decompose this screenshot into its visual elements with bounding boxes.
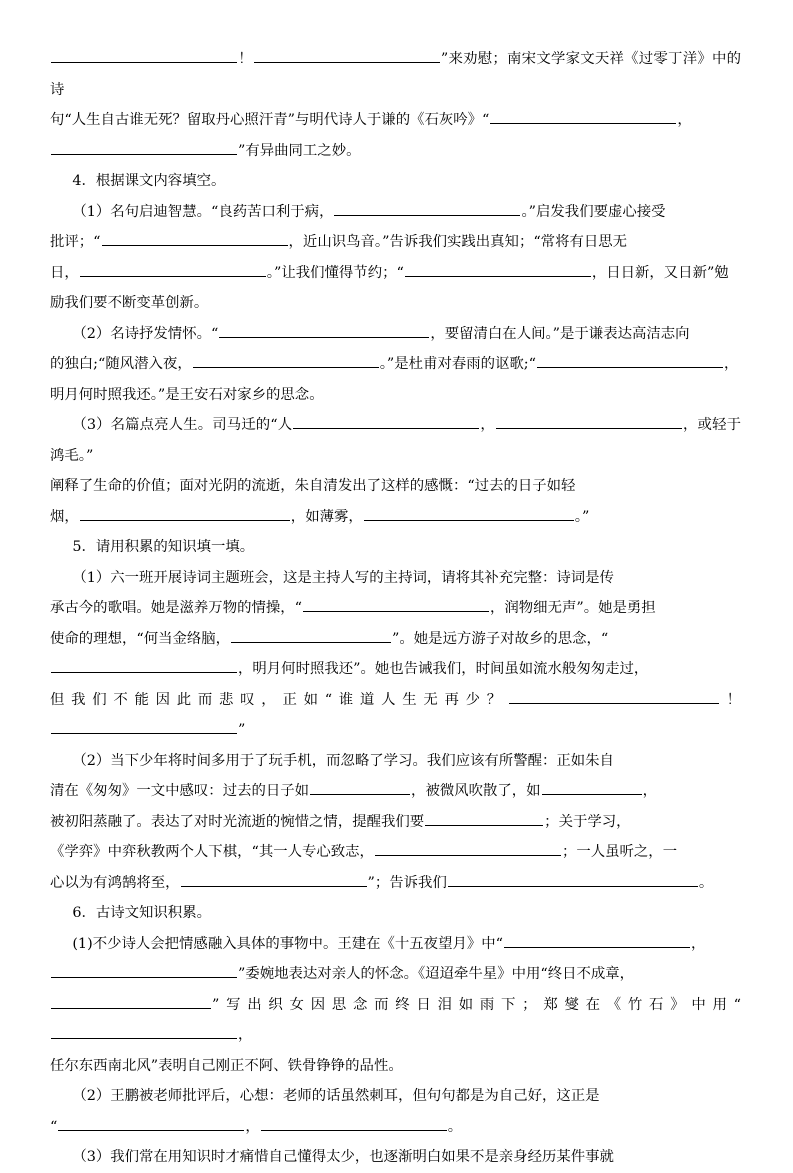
fill-in-blank[interactable]	[51, 1023, 237, 1039]
fill-in-blank[interactable]	[496, 413, 682, 429]
text-run: (1)不少诗人会把情感融入具体的事物中。王建在《十五夜望月》中“	[72, 935, 503, 952]
document-line	[50, 166, 741, 197]
text-run: ！	[719, 691, 741, 708]
text-run: ，	[691, 935, 706, 952]
text-run: （1）名句启迪智慧。“良药苦口利于病，	[72, 203, 334, 220]
text-run: 。”是杜甫对春雨的讴歌;“	[379, 356, 537, 372]
fill-in-blank[interactable]	[219, 321, 429, 337]
text-run: 的独白;“随风潜入夜，	[50, 356, 192, 372]
fill-in-blank[interactable]	[254, 47, 440, 63]
document-line	[50, 349, 741, 380]
text-run: 6．古诗文知识积累。	[72, 905, 211, 921]
document-line	[50, 868, 741, 899]
fill-in-blank[interactable]	[51, 992, 211, 1008]
text-run: （1）六一班开展诗词主题班会，这是主持人写的主持词，请将其补充完整：诗词是传	[72, 569, 614, 586]
fill-in-blank[interactable]	[490, 108, 676, 124]
text-run: 日，	[50, 264, 79, 281]
document-line	[50, 929, 741, 960]
text-run: ，	[642, 783, 657, 799]
text-run: ，近山识鸟音。”告诉我们实践出真知；“常将有日思无	[288, 234, 628, 250]
document-line	[50, 258, 741, 289]
text-run: 明月何时照我还。”是王安石对家乡的思念。	[50, 386, 324, 403]
text-run: 句“人生自古谁无死？留取丹心照汗青”与明代诗人于谦的《石灰吟》“	[50, 112, 490, 128]
document-line	[50, 105, 741, 136]
fill-in-blank[interactable]	[181, 870, 367, 886]
text-run: 。	[447, 1118, 463, 1135]
text-run: ！	[238, 51, 253, 67]
document-line	[50, 532, 741, 563]
fill-in-blank[interactable]	[293, 413, 479, 429]
document-line	[50, 898, 741, 929]
fill-in-blank[interactable]	[51, 138, 237, 154]
fill-in-blank[interactable]	[303, 596, 489, 612]
text-run: ，明月何时照我还”。她也告诫我们，时间虽如流水般匆匆走过，	[238, 661, 649, 677]
fill-in-blank[interactable]	[509, 687, 719, 703]
text-run: 4．根据课文内容填空。	[72, 173, 226, 189]
text-run: 。”启发我们要虚心接受	[521, 203, 666, 220]
fill-in-blank[interactable]	[51, 657, 237, 673]
text-run: 心以为有鸿鹄将至，	[50, 874, 180, 891]
text-run: 清在《匆匆》一文中感叹：过去的日子如	[50, 783, 310, 799]
document-line	[50, 837, 741, 868]
document-line	[50, 654, 741, 685]
text-run: ，日日新，又日新”勉	[591, 264, 729, 281]
text-run: ”写出织女因思念而终日泪如雨下；郑燮在《竹石》中用“	[212, 996, 741, 1013]
fill-in-blank[interactable]	[51, 718, 237, 734]
fill-in-blank[interactable]	[102, 230, 288, 246]
text-run: ”委婉地表达对亲人的怀念。《迢迢牵牛星》中用“终日不成章，	[238, 966, 635, 982]
document-body	[50, 44, 741, 1173]
fill-in-blank[interactable]	[193, 352, 379, 368]
fill-in-blank[interactable]	[375, 840, 561, 856]
fill-in-blank[interactable]	[80, 260, 266, 276]
document-line	[50, 136, 741, 167]
text-run: “	[50, 1118, 58, 1135]
fill-in-blank[interactable]	[425, 809, 543, 825]
text-run: ，润物细无声”。她是勇担	[490, 600, 656, 616]
document-line	[50, 1051, 741, 1082]
text-run: 承古今的歌唱。她是滋养万物的情操，“	[50, 600, 302, 616]
text-run: （3）名篇点亮人生。司马迁的“人	[72, 417, 293, 433]
text-run: 任尔东西南北风”表明自己刚正不阿、铁骨铮铮的品性。	[50, 1057, 403, 1074]
text-run: 。”让我们懂得节约；“	[266, 264, 404, 281]
fill-in-blank[interactable]	[334, 199, 520, 215]
fill-in-blank[interactable]	[80, 504, 290, 520]
text-run: 。	[698, 874, 714, 891]
text-run: ，或轻于鸿毛。”	[50, 417, 741, 464]
fill-in-blank[interactable]	[542, 779, 642, 795]
fill-in-blank[interactable]	[51, 962, 237, 978]
text-run: 励我们要不断变革创新。	[50, 295, 209, 311]
text-run: ”有异曲同工之妙。	[238, 142, 361, 159]
fill-in-blank[interactable]	[537, 352, 723, 368]
text-run: 但我们不能因此而悲叹，正如“谁道人生无再少？	[50, 691, 508, 708]
document-line	[50, 197, 741, 228]
text-run: ；关于学习，	[544, 813, 631, 830]
text-run: 批评；“	[50, 234, 101, 250]
fill-in-blank[interactable]	[58, 1114, 244, 1130]
text-run: ；一人虽听之，一	[561, 844, 678, 860]
text-run: 使命的理想，“何当金络脑，	[50, 630, 231, 647]
fill-in-blank[interactable]	[261, 1114, 447, 1130]
text-run: （3）我们常在用知识时才痛惜自己懂得太少，也逐渐明白如果不是亲身经历某件事就	[72, 1149, 614, 1165]
document-line	[50, 410, 741, 471]
text-run: ，要留清白在人间。”是于谦表达高洁志向	[430, 325, 690, 342]
document-line	[50, 319, 741, 350]
text-run: 《学弈》中弈秋教两个人下棋，“其一人专心致志，	[50, 844, 374, 860]
text-run: ，	[245, 1118, 260, 1135]
text-run: 烟，	[50, 508, 79, 525]
fill-in-blank[interactable]	[51, 47, 237, 63]
fill-in-blank[interactable]	[231, 626, 391, 642]
document-line	[50, 807, 741, 838]
document-line	[50, 776, 741, 807]
text-run: 。”	[574, 508, 590, 525]
document-line	[50, 227, 741, 258]
fill-in-blank[interactable]	[364, 504, 574, 520]
text-run: ，	[480, 417, 495, 433]
text-run: ，被微风吹散了，如	[411, 783, 541, 799]
document-line	[50, 593, 741, 624]
document-line	[50, 1081, 741, 1112]
document-line	[50, 990, 741, 1051]
text-run: 5．请用积累的知识填一填。	[72, 539, 255, 555]
document-line	[50, 471, 741, 502]
fill-in-blank[interactable]	[504, 931, 690, 947]
text-run: 被初阳蒸融了。表达了对时光流逝的惋惜之情，提醒我们要	[50, 813, 425, 830]
text-run: （2）王鹏被老师批评后，心想：老师的话虽然刺耳，但句句都是为自己好，这正是	[72, 1088, 600, 1104]
text-run: ，	[238, 1027, 253, 1043]
text-run: ，	[724, 356, 739, 372]
document-line	[50, 288, 741, 319]
document-line	[50, 1142, 741, 1173]
text-run: ”	[238, 722, 246, 738]
fill-in-blank[interactable]	[310, 779, 410, 795]
fill-in-blank[interactable]	[405, 260, 591, 276]
text-run: ，	[677, 112, 692, 128]
text-run: ”。她是远方游子对故乡的思念，“	[392, 630, 609, 647]
document-line	[50, 746, 741, 777]
text-run: ”来劝慰；南宋文学家文天祥《过零丁洋》中的诗	[50, 51, 741, 98]
text-run: ”；告诉我们	[367, 874, 447, 891]
text-run: （2）当下少年将时间多用于了玩手机，而忽略了学习。我们应该有所警醒：正如朱自	[72, 752, 614, 769]
document-line	[50, 1112, 741, 1143]
text-run: 阐释了生命的价值；面对光阴的流逝，朱自清发出了这样的感慨：“过去的日子如轻	[50, 478, 576, 494]
fill-in-blank[interactable]	[448, 870, 698, 886]
document-line	[50, 624, 741, 655]
text-run: ，如薄雾，	[290, 508, 363, 525]
text-run: （2）名诗抒发情怀。“	[72, 325, 219, 342]
document-line	[50, 44, 741, 105]
document-line	[50, 563, 741, 594]
document-line	[50, 959, 741, 990]
document-line	[50, 502, 741, 533]
document-line	[50, 685, 741, 746]
document-line	[50, 380, 741, 411]
